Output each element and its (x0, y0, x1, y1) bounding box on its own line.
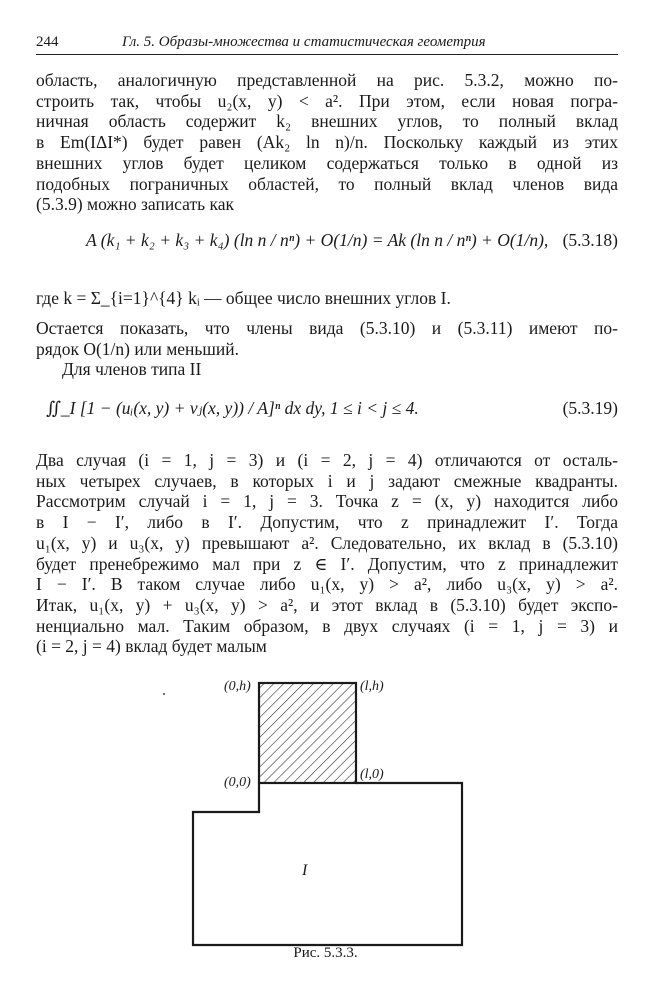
where-clause (36, 288, 618, 309)
label-top-right: (l,h) (360, 679, 384, 694)
equation-body: A (k₁ + k₂ + k₃ + k₄) (ln n / nⁿ) + O(1/n) = Ak (ln n / nⁿ) + O(1/n), (86, 230, 549, 250)
label-mid-left: (0,0) (224, 775, 251, 790)
figure-5-3-3 (0, 660, 651, 980)
stray-mark (163, 693, 165, 695)
text-line: u₁(x, y) и u₃(x, y) превышают a². Следовательно, их вклад в (5.3.10) (36, 532, 618, 553)
text-line: (i = 2, j = 4) вклад будет малым (36, 636, 267, 657)
equation-5-3-18 (36, 222, 618, 258)
equation-number: (5.3.19) (562, 398, 618, 418)
text-line: строить так, чтобы u₂(x, y) < a². При этом, если новая погра- (36, 90, 618, 111)
text-line: ных четырех случаев, в которых i и j задают смежные квадранты. (36, 470, 618, 491)
equation-number: (5.3.18) (562, 230, 618, 250)
text-line: внешних углов будет целиком содержаться только в одной из (36, 152, 618, 173)
hatched-subregion (259, 683, 356, 783)
label-mid-right: (l,0) (360, 767, 384, 782)
equation-5-3-19 (36, 388, 618, 424)
text-line: Для членов типа II (62, 359, 202, 379)
text-line: ненциально мал. Таким образом, в двух случаях (i = 1, j = 3) и (36, 615, 618, 636)
text-line: Два случая (i = 1, j = 3) и (i = 2, j = 4) отличаются от осталь- (36, 450, 618, 470)
running-title: Гл. 5. Образы-множества и статистическая геометрия (122, 34, 486, 50)
text-line: область, аналогичную представленной на рис. 5.3.2, можно по- (36, 70, 618, 90)
paragraph-1 (36, 70, 618, 215)
label-top-left: (0,h) (224, 679, 251, 694)
text-line: где k = Σ_{i=1}^{4} kᵢ — общее число внешних углов I. (36, 288, 451, 308)
text-line: подобных пограничных областей, то полный вклад членов вида (36, 173, 618, 194)
paragraph-2 (36, 318, 618, 359)
text-line: I − I′. В таком случае либо u₁(x, y) > a², либо u₃(x, y) > a². (36, 574, 618, 595)
text-line: Итак, u₁(x, y) + u₃(x, y) > a², и этот вклад в (5.3.10) будет экспо- (36, 594, 618, 615)
region-boundary (193, 783, 462, 945)
figure-diagram (0, 660, 651, 980)
type-ii-intro (62, 359, 618, 380)
text-line: Остается показать, что члены вида (5.3.10) и (5.3.11) имеют по- (36, 318, 618, 338)
region-label: I (302, 862, 308, 879)
text-line: (5.3.9) можно записать как (36, 194, 234, 215)
page-number: 244 (36, 34, 59, 50)
header-rule (36, 54, 618, 55)
text-line: Рассмотрим случай i = 1, j = 3. Точка z = (x, y) находится либо (36, 491, 618, 512)
running-header (36, 32, 618, 56)
text-line: рядок O(1/n) или меньший. (36, 338, 239, 359)
text-line: в Em(IΔI*) будет равен (Ak₂ ln n)/n. Поскольку каждый из этих (36, 132, 618, 153)
paragraph-3 (36, 450, 618, 657)
text-line: ничная область содержит k₂ внешних углов, то полный вклад (36, 111, 618, 132)
equation-body: ∬_I [1 − (uᵢ(x, y) + vⱼ(x, y)) / A]ⁿ dx dy, 1 ≤ i < j ≤ 4. (46, 398, 419, 418)
text-line: будет пренебрежимо мал при z ∈ I′. Допустим, что z принадлежит (36, 553, 618, 574)
text-line: в I − I′, либо в I′. Допустим, что z принадлежит I′. Тогда (36, 512, 618, 533)
figure-caption: Рис. 5.3.3. (293, 945, 358, 961)
